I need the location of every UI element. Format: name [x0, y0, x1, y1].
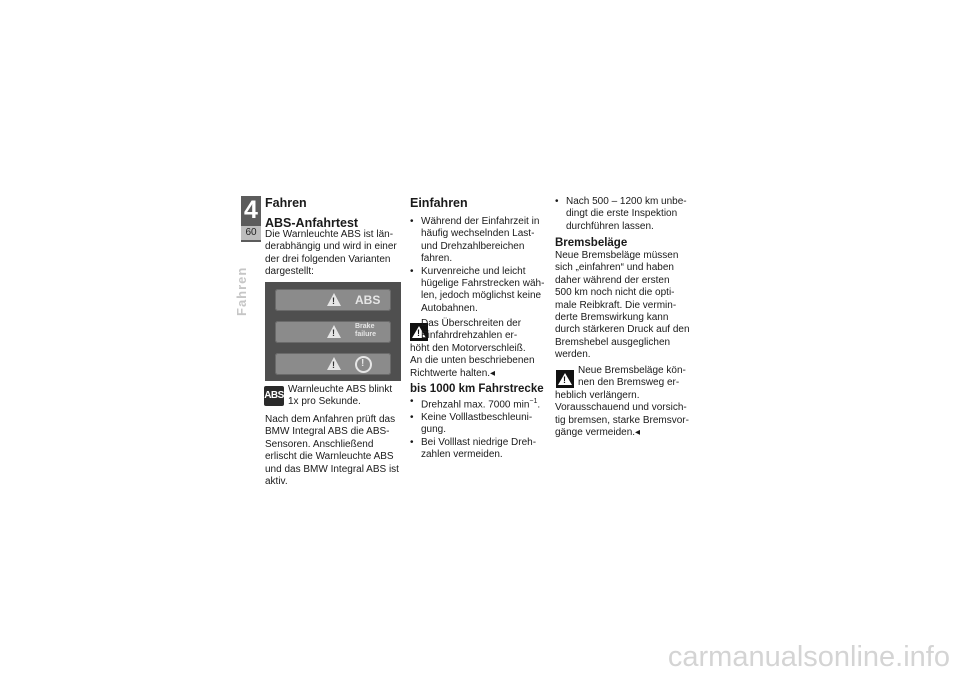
abs-intro: Die Warnleuchte ABS ist län- derabhängig und wird in einer der drei folgenden Varianten dargestellt: [265, 229, 397, 278]
brake-failure-label: Brake failure [355, 323, 377, 338]
list-item: • Kurvenreiche und leicht hügelige Fahrstrecken wäh- len, jedoch möglichst keine Autobahnen. [410, 266, 550, 316]
einfahren-warning-rest: höht den Motorverschleiß. An die unten beschriebenen Richtwerte halten.◂ [410, 343, 535, 379]
abs-icon: ABS [264, 386, 284, 406]
side-chapter-label: Fahren [234, 266, 249, 316]
warning-triangle-icon [327, 325, 341, 338]
bremsbelaege-warning-indent: Neue Bremsbeläge kön- nen den Bremsweg er- [578, 365, 686, 389]
list-item: • Keine Volllastbeschleuni- gung. [410, 412, 555, 437]
chapter-number: 4 [244, 196, 258, 224]
brake-circle-lamp [275, 353, 391, 375]
warning-lights-figure [265, 282, 401, 381]
inspection-list [555, 196, 700, 233]
list-item: • Drehzahl max. 7000 $\min^{-1}$. [410, 396, 555, 412]
bremsbelaege-body: Neue Bremsbeläge müssen sich „einfahren“ und haben daher während der ersten 500 km noch nicht die opti- male Reibkraft. Die vermin- derte Bremswirkung kann durch stärkeren Druck auf den Bremshebel ausgeglichen werden. [555, 250, 690, 361]
list-item: • Bei Volllast niedrige Dreh- zahlen vermeiden. [410, 437, 555, 462]
einfahren-list [410, 216, 550, 315]
heading-1000km: bis 1000 km Fahrstrecke [410, 383, 544, 395]
heading-einfahren: Einfahren [410, 196, 468, 210]
warning-triangle-icon [327, 293, 341, 306]
abs-lamp-label: ABS [355, 293, 381, 307]
brake-circle-icon [355, 356, 372, 373]
section-title: Fahren [265, 196, 307, 210]
abs-warning-lamp [275, 289, 391, 311]
warning-icon [556, 370, 574, 388]
heading-abs-test: ABS-Anfahrtest [265, 216, 359, 230]
einfahren-warning-indent: Das Überschreiten der Einfahrdrehzahlen er- [421, 318, 522, 342]
heading-bremsbelaege: Bremsbeläge [555, 237, 628, 249]
rpm-list [410, 396, 555, 461]
bremsbelaege-warning-rest: heblich verlängern. Vorausschauend und vorsich- tig bremsen, starke Bremsvor- gänge vermeiden.◂ [555, 390, 689, 439]
list-item: • Nach 500 – 1200 km unbe- dingt die erste Inspektion durchführen lassen. [555, 196, 700, 233]
brake-failure-lamp [275, 321, 391, 343]
warning-triangle-icon [327, 357, 341, 370]
page-number: 60 [241, 226, 261, 240]
list-item: • Während der Einfahrzeit in häufig wechselnden Last- und Drehzahlbereichen fahren. [410, 216, 550, 266]
chapter-tab [241, 196, 261, 242]
watermark: carmanualsonline.info [667, 641, 950, 673]
abs-outro: Nach dem Anfahren prüft das BMW Integral ABS die ABS- Sensoren. Anschließend erlischt die Warnleuchte ABS und das BMW Integral ABS ist aktiv. [265, 414, 399, 488]
abs-icon-note: Warnleuchte ABS blinkt 1x pro Sekunde. [288, 384, 393, 408]
